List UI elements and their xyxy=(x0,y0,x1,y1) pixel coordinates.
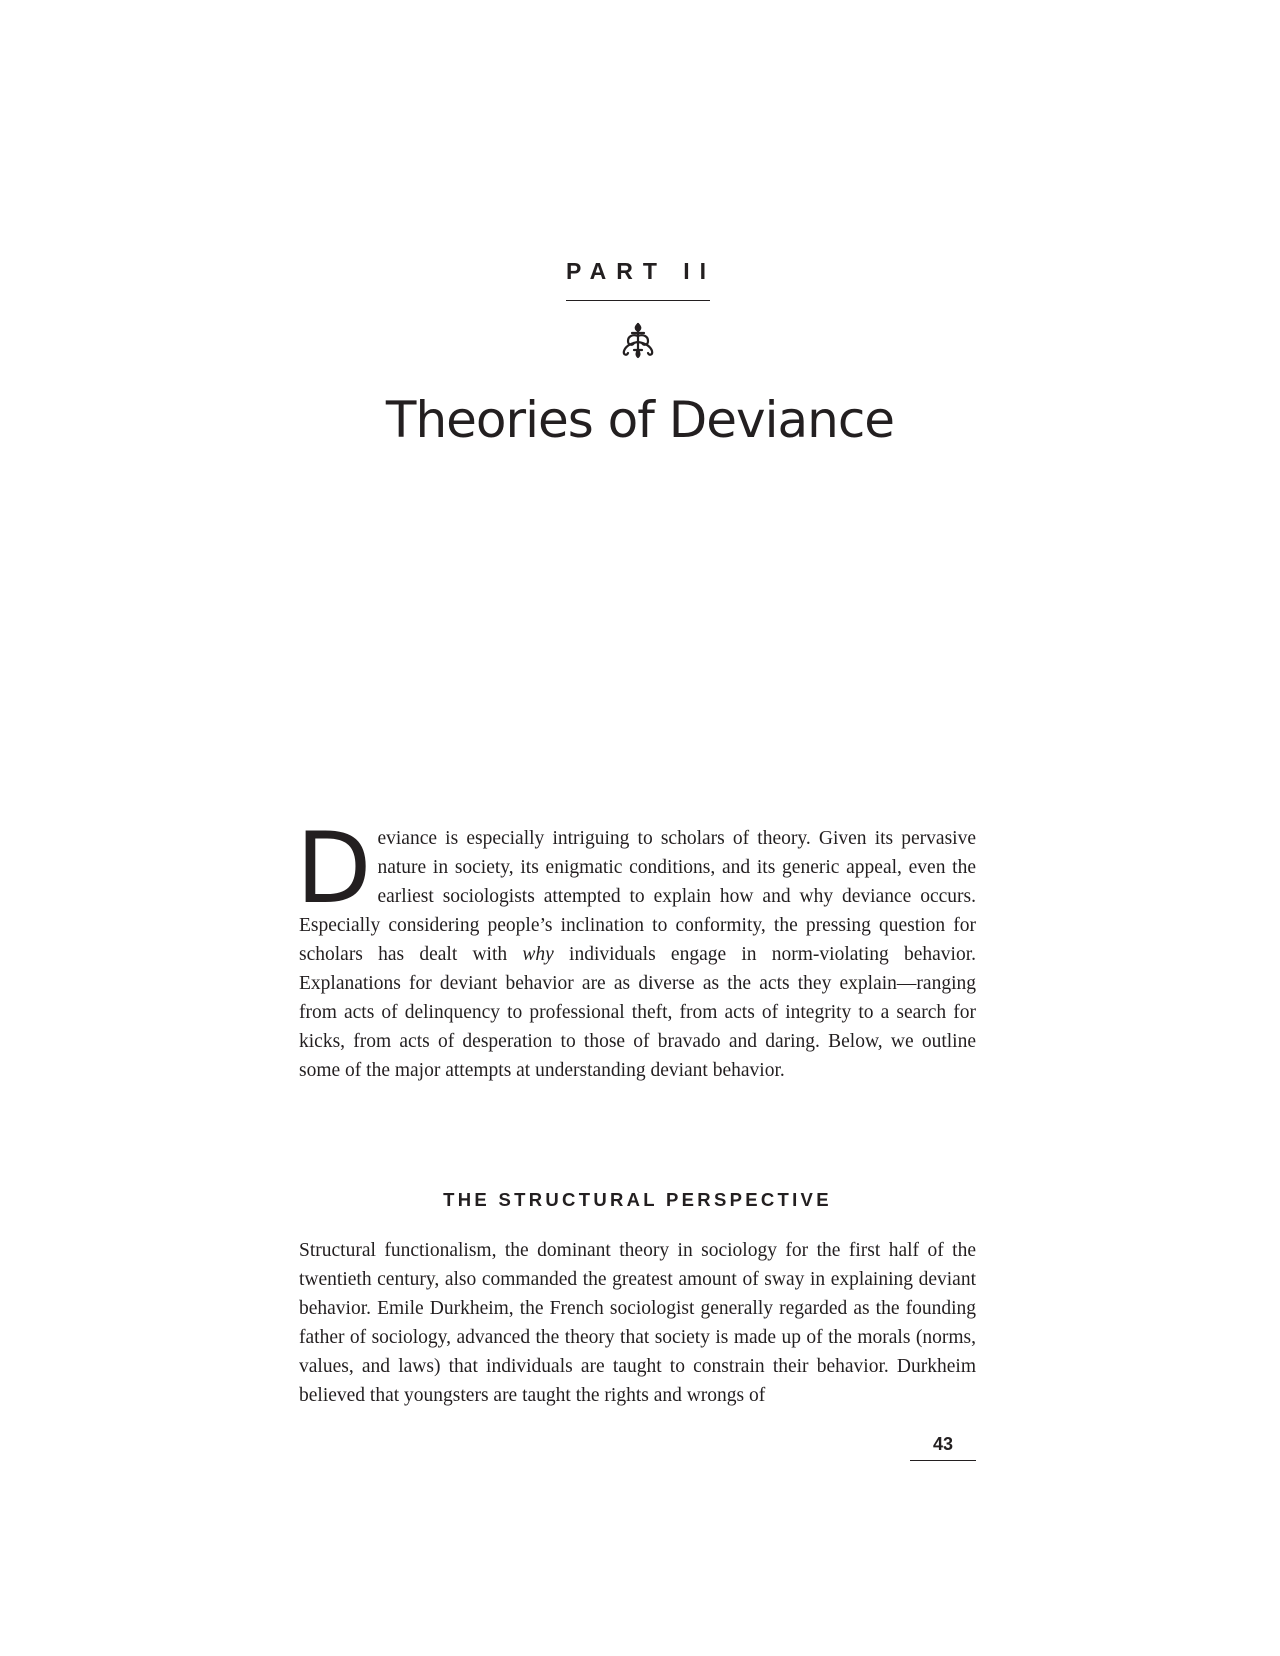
intro-text-before-italic: eviance is especially intriguing to scholars of theory. Given its pervasive nature in society, its enigmatic conditions, and its generic appeal, even the earliest sociologists attempted to explain how and why deviance occurs. Especially considering people’s inclination to conformity, the pressing question for scholars has dealt with xyxy=(299,828,976,965)
section-heading: THE STRUCTURAL PERSPECTIVE xyxy=(443,1189,832,1210)
intro-italic-word: why xyxy=(522,944,554,965)
chapter-title: Theories of Deviance xyxy=(385,391,895,449)
part-rule xyxy=(566,300,710,301)
page-number: 43 xyxy=(932,1434,954,1454)
fleur-ornament-icon xyxy=(618,320,658,360)
intro-paragraph xyxy=(296,812,976,1085)
drop-cap: D xyxy=(296,812,372,926)
part-label: PART II xyxy=(566,258,717,284)
intro-text-after-italic: individuals engage in norm-violating behavior. Explanations for deviant behavior are as diverse as the acts they explain—ranging from acts of delinquency to professional theft, from acts of integrity to a search for kicks, from acts of desperation to those of bravado and daring. Below, we outline some of the major attempts at understanding deviant behavior. xyxy=(299,944,976,1081)
body-paragraph: Structural functionalism, the dominant theory in sociology for the first half of the twentieth century, also commanded the greatest amount of sway in explaining deviant behavior. Emile Durkheim, the French sociologist generally regarded as the founding father of sociology, advanced the theory that society is made up of the morals (norms, values, and laws) that individuals are taught to constrain their behavior. Durkheim believed that youngsters are taught the rights and wrongs of xyxy=(299,1240,976,1406)
page-number-rule xyxy=(910,1460,976,1461)
